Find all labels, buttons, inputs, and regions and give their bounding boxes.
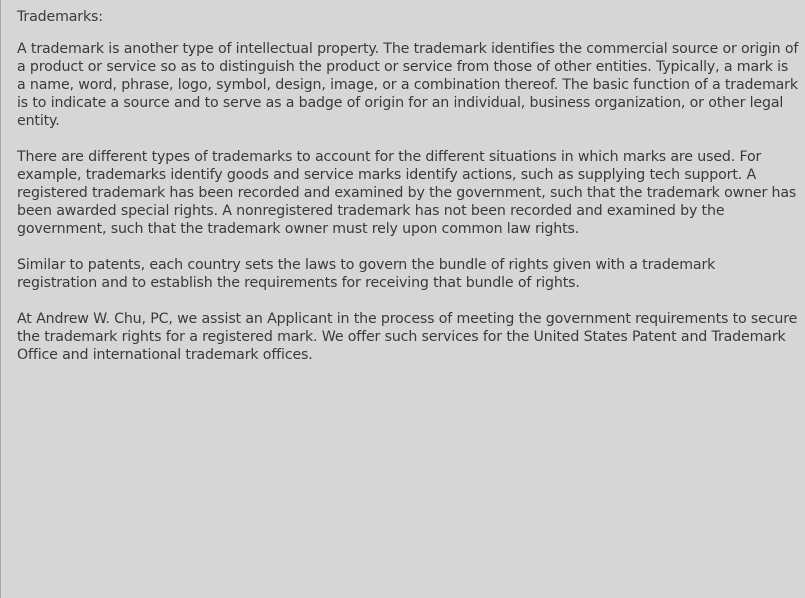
paragraph-definition: A trademark is another type of intellectual property. The trademark identifies the commercial source or origin of a product or service so as to distinguish the product or service from those of other entities. Typically, a mark is a name, word, phrase, logo, symbol, design, image, or a combination thereof. The basic function of a trademark is to indicate a source and to serve as a badge of origin for an individual, business organization, or other legal entity. bbox=[17, 41, 799, 129]
section-heading: Trademarks: bbox=[17, 9, 103, 25]
trademarks-section bbox=[17, 8, 799, 382]
paragraph-services: At Andrew W. Chu, PC, we assist an Applicant in the process of meeting the government requirements to secure the trademark rights for a registered mark. We offer such services for the United States Patent and Trademark Office and international trademark offices. bbox=[17, 311, 798, 363]
paragraph-country-laws: Similar to patents, each country sets the laws to govern the bundle of rights given with a trademark registration and to establish the requirements for receiving that bundle of rights. bbox=[17, 257, 716, 291]
paragraph-types: There are different types of trademarks to account for the different situations in which marks are used. For example, trademarks identify goods and service marks identify actions, such as supplying tech support. A registered trademark has been recorded and examined by the government, such that the trademark owner has been awarded special rights. A nonregistered trademark has not been recorded and examined by the government, such that the trademark owner must rely upon common law rights. bbox=[17, 149, 797, 237]
